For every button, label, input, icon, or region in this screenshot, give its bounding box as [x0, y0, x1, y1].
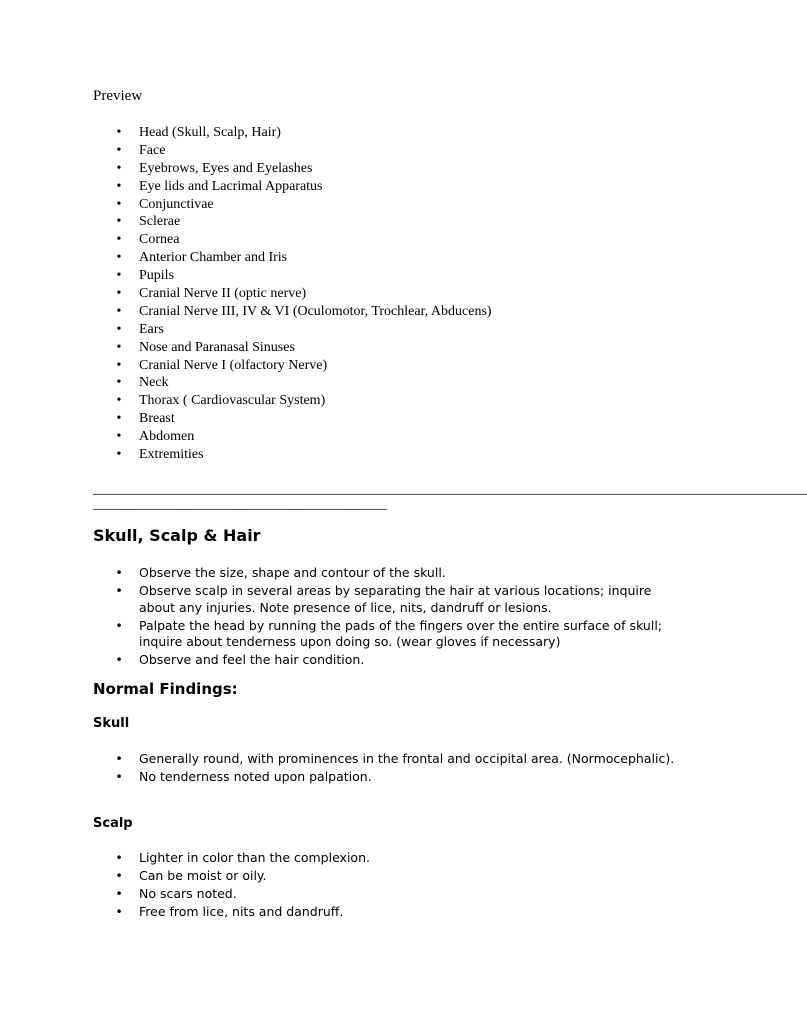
- bullet-icon: •: [116, 178, 122, 194]
- exam-steps-list: [93, 565, 683, 670]
- skull-findings-list: [93, 751, 683, 787]
- separator-line: __________________________________________: [93, 497, 387, 512]
- bullet-icon: •: [116, 375, 122, 391]
- bullet-icon: •: [115, 583, 123, 598]
- list-item-text: Observe the size, shape and contour of the skull.: [139, 565, 446, 580]
- list-item-text: No scars noted.: [139, 886, 237, 901]
- bullet-icon: •: [115, 904, 123, 919]
- bullet-icon: •: [116, 339, 122, 355]
- list-item-text: No tenderness noted upon palpation.: [139, 769, 372, 784]
- bullet-icon: •: [116, 214, 122, 230]
- bullet-icon: •: [116, 447, 122, 463]
- list-item: [93, 142, 492, 160]
- list-item: [93, 886, 683, 903]
- list-item-text: Neck: [139, 375, 169, 391]
- list-item: [93, 124, 492, 142]
- list-item: [93, 303, 492, 321]
- list-item-text: Conjunctivae: [139, 196, 214, 212]
- scalp-findings-list: [93, 850, 683, 922]
- list-item-text: Anterior Chamber and Iris: [139, 250, 288, 266]
- list-item-text: Can be moist or oily.: [139, 868, 267, 883]
- bullet-icon: •: [116, 411, 122, 427]
- preview-heading: Preview: [93, 88, 143, 104]
- bullet-icon: •: [116, 393, 122, 409]
- list-item: [93, 285, 492, 303]
- list-item: [93, 231, 492, 249]
- list-item: [93, 868, 683, 885]
- bullet-icon: •: [116, 232, 122, 248]
- section-heading: Skull, Scalp & Hair: [93, 526, 261, 545]
- list-item: [93, 249, 492, 267]
- list-item-text: Lighter in color than the complexion.: [139, 850, 370, 865]
- list-item: [93, 428, 492, 446]
- bullet-icon: •: [116, 250, 122, 266]
- list-item-text: Generally round, with prominences in the frontal and occipital area. (Normocephalic).: [139, 751, 675, 766]
- bullet-icon: •: [115, 868, 123, 883]
- bullet-icon: •: [115, 652, 123, 667]
- list-item-text: Breast: [139, 411, 175, 427]
- list-item-text: Nose and Paranasal Sinuses: [139, 339, 295, 355]
- bullet-icon: •: [115, 751, 123, 766]
- list-item: [93, 267, 492, 285]
- list-item-text: Cranial Nerve III, IV & VI (Oculomotor, Trochlear, Abducens): [139, 303, 492, 319]
- list-item-text: Cranial Nerve II (optic nerve): [139, 286, 307, 302]
- list-item-text: Face: [139, 142, 166, 158]
- list-item-text: Ears: [139, 321, 164, 337]
- list-item: [93, 904, 683, 921]
- separator-line: ______________________________________________________________________________________________________: [93, 482, 807, 497]
- bullet-icon: •: [115, 617, 123, 633]
- bullet-icon: •: [116, 196, 122, 212]
- bullet-icon: •: [116, 268, 122, 284]
- list-item: [93, 446, 492, 464]
- list-item: [93, 392, 492, 410]
- list-item-text: Abdomen: [139, 429, 195, 445]
- list-item: [93, 583, 683, 616]
- list-item: [93, 410, 492, 428]
- list-item-text: Cranial Nerve I (olfactory Nerve): [139, 357, 328, 373]
- list-item-text: Observe scalp in several areas by separating the hair at various locations; inquire about any injuries. Note presence of lice, nits, dandruff or lesions.: [139, 583, 652, 615]
- list-item: [93, 652, 683, 669]
- list-item-text: Eyebrows, Eyes and Eyelashes: [139, 160, 313, 176]
- list-item-text: Pupils: [139, 268, 175, 284]
- list-item-text: Cornea: [139, 232, 180, 248]
- bullet-icon: •: [116, 321, 122, 337]
- list-item: [93, 339, 492, 357]
- preview-list: [93, 124, 492, 464]
- list-item-text: Eye lids and Lacrimal Apparatus: [139, 178, 323, 194]
- scalp-subheading: Scalp: [93, 816, 133, 831]
- list-item-text: Observe and feel the hair condition.: [139, 652, 365, 667]
- bullet-icon: •: [116, 142, 122, 158]
- list-item-text: Palpate the head by running the pads of the fingers over the entire surface of skull; inquire about tenderness upon doing so. (wear gloves if necessary): [139, 617, 662, 649]
- list-item: [93, 178, 492, 196]
- bullet-icon: •: [116, 286, 122, 302]
- list-item-text: Sclerae: [139, 214, 181, 230]
- list-item: [93, 321, 492, 339]
- normal-findings-heading: Normal Findings:: [93, 680, 238, 698]
- list-item: [93, 618, 683, 651]
- list-item: [93, 374, 492, 392]
- bullet-icon: •: [116, 125, 122, 140]
- skull-subheading: Skull: [93, 716, 130, 731]
- bullet-icon: •: [116, 429, 122, 445]
- list-item-text: Thorax ( Cardiovascular System): [139, 393, 326, 409]
- bullet-icon: •: [116, 160, 122, 176]
- list-item: [93, 751, 683, 768]
- list-item-text: Head (Skull, Scalp, Hair): [139, 125, 281, 140]
- bullet-icon: •: [115, 850, 123, 865]
- bullet-icon: •: [116, 357, 122, 373]
- list-item: [93, 565, 683, 582]
- bullet-icon: •: [115, 886, 123, 901]
- list-item: [93, 769, 683, 786]
- bullet-icon: •: [115, 565, 123, 580]
- bullet-icon: •: [116, 303, 122, 319]
- list-item: [93, 160, 492, 178]
- list-item: [93, 850, 683, 867]
- list-item-text: Free from lice, nits and dandruff.: [139, 904, 344, 919]
- list-item: [93, 196, 492, 214]
- list-item-text: Extremities: [139, 447, 204, 463]
- bullet-icon: •: [115, 769, 123, 784]
- list-item: [93, 357, 492, 375]
- list-item: [93, 213, 492, 231]
